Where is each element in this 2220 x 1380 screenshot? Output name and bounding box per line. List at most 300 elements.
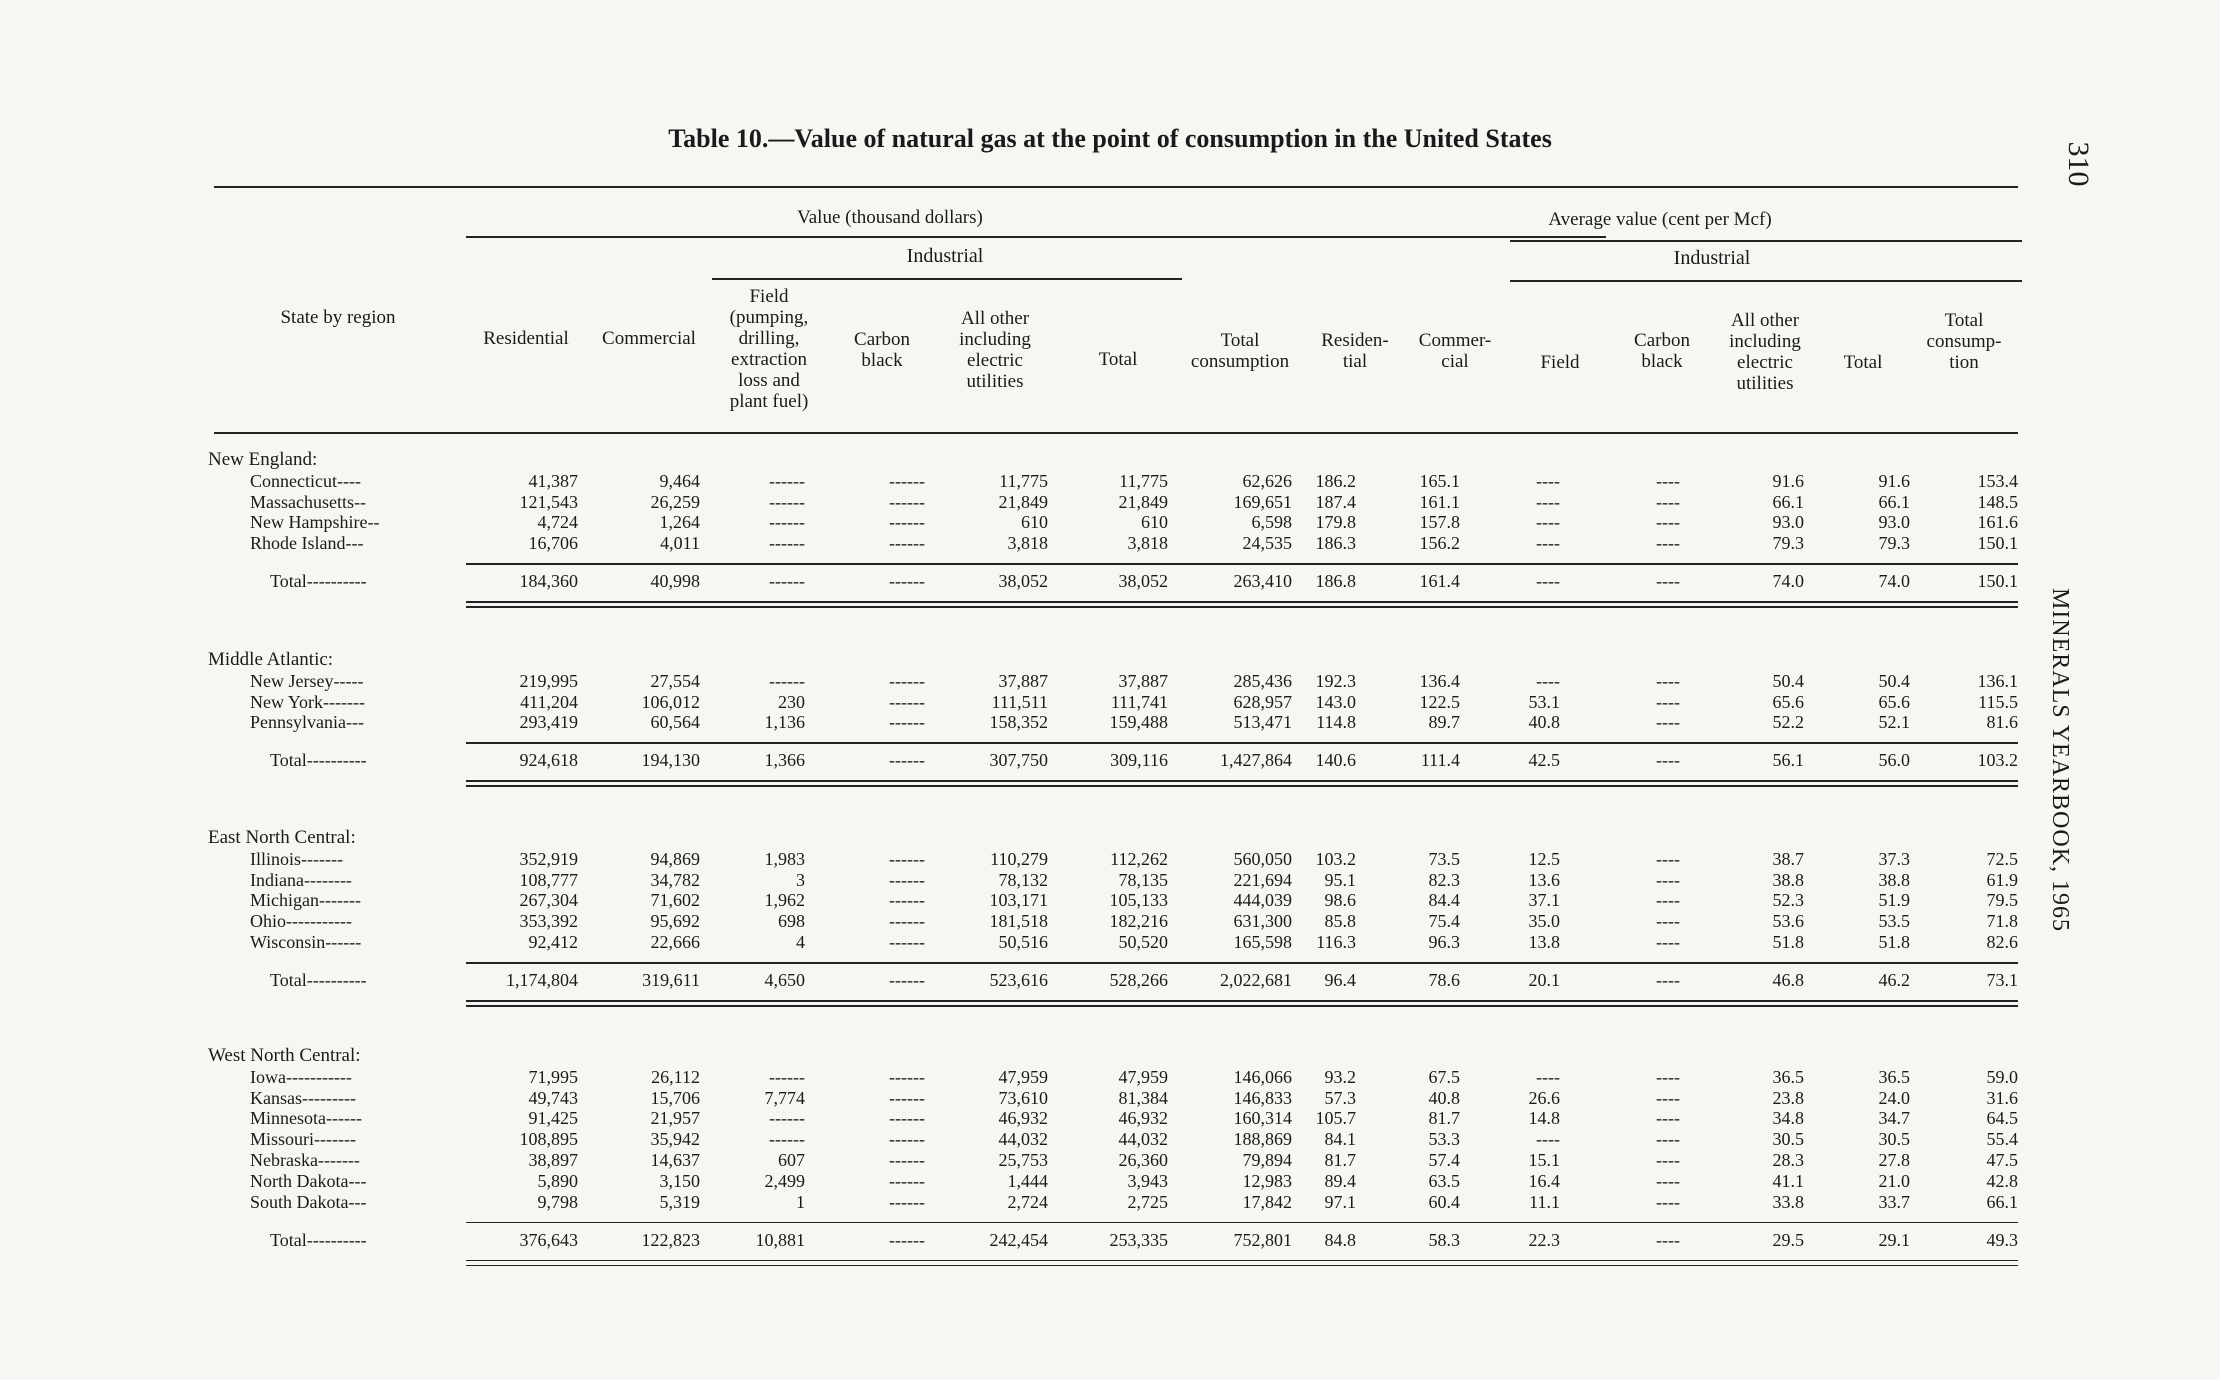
table-cell: 84.8	[1324, 1229, 1356, 1250]
table-cell: ----	[1656, 491, 1680, 512]
table-cell: 103.2	[1977, 750, 2018, 771]
header-carbon-black: Carbon black	[854, 329, 910, 371]
table-cell: ----	[1656, 1066, 1680, 1087]
table-cell: 22,666	[650, 932, 700, 952]
table-cell: ----	[1536, 533, 1560, 554]
table-cell: 37.3	[1878, 848, 1910, 869]
table-cell: 219,995	[519, 670, 578, 691]
table-cell: 41,387	[528, 470, 578, 491]
state-label: Michigan-------	[250, 890, 361, 911]
table-cell: ----	[1656, 1191, 1680, 1212]
table-cell: 22.3	[1528, 1229, 1560, 1250]
table-cell: 108,895	[519, 1129, 578, 1150]
table-cell: 34,782	[650, 869, 700, 890]
table-cell: 411,204	[520, 691, 578, 712]
table-cell: 116.3	[1316, 932, 1356, 952]
table-cell: ------	[889, 1150, 925, 1170]
table-cell: 307,750	[989, 750, 1048, 771]
table-cell: 51.8	[1878, 932, 1910, 952]
table-cell: 89.4	[1324, 1170, 1356, 1191]
table-cell: 27.8	[1878, 1150, 1910, 1170]
table-cell: 186.3	[1315, 533, 1356, 554]
table-cell: 4	[796, 932, 805, 952]
page-title: Table 10.—Value of natural gas at the point of consumption in the United States	[668, 124, 1552, 153]
table-cell: 1,174,804	[506, 970, 578, 990]
table-cell: ----	[1656, 1108, 1680, 1129]
double-rule	[466, 785, 2018, 787]
table-cell: 230	[778, 691, 805, 712]
table-cell: 60.4	[1428, 1191, 1460, 1212]
table-cell: 924,618	[519, 750, 578, 771]
table-cell: 31.6	[1986, 1087, 2018, 1108]
total-rule	[466, 563, 2018, 565]
table-cell: 81.6	[1986, 712, 2018, 733]
table-cell: ------	[889, 890, 925, 911]
table-cell: 49.3	[1986, 1229, 2018, 1250]
table-cell: 38,052	[998, 571, 1048, 592]
table-cell: 122,823	[641, 1229, 700, 1250]
table-cell: 91.6	[1772, 470, 1804, 491]
table-cell: 62,626	[1242, 470, 1292, 491]
table-cell: 73,610	[998, 1087, 1048, 1108]
table-cell: ----	[1656, 712, 1680, 733]
table-cell: 111.4	[1420, 750, 1460, 771]
table-cell: ------	[889, 691, 925, 712]
table-cell: 376,643	[519, 1229, 578, 1250]
table-cell: ------	[889, 512, 925, 533]
state-label: Rhode Island---	[250, 533, 364, 554]
table-cell: 111,511	[991, 691, 1048, 712]
table-cell: 84.1	[1324, 1129, 1356, 1150]
table-cell: 5,319	[659, 1191, 700, 1212]
table-cell: 628,957	[1233, 691, 1292, 712]
table-cell: 9,798	[537, 1191, 578, 1212]
region-label: East North Central:	[208, 827, 356, 848]
table-cell: ------	[769, 1066, 805, 1087]
double-rule	[466, 606, 2018, 608]
table-cell: 3,943	[1127, 1170, 1168, 1191]
state-label: Iowa-----------	[250, 1066, 352, 1087]
table-cell: 93.2	[1324, 1066, 1356, 1087]
table-cell: 96.4	[1324, 970, 1356, 990]
state-label: Minnesota------	[250, 1108, 362, 1129]
table-cell: 47,959	[1118, 1066, 1168, 1087]
table-cell: ----	[1656, 670, 1680, 691]
table-cell: ------	[769, 512, 805, 533]
table-cell: 3,818	[1127, 533, 1168, 554]
table-cell: 136.4	[1419, 670, 1460, 691]
table-cell: 33.8	[1772, 1191, 1804, 1212]
table-cell: 79.3	[1878, 533, 1910, 554]
table-cell: 161.6	[1977, 512, 2018, 533]
table-cell: 121,543	[519, 491, 578, 512]
table-cell: 26,360	[1118, 1150, 1168, 1170]
table-cell: ----	[1656, 1150, 1680, 1170]
table-cell: 40.8	[1528, 712, 1560, 733]
table-cell: 153.4	[1977, 470, 2018, 491]
table-cell: 30.5	[1878, 1129, 1910, 1150]
table-cell: 523,616	[989, 970, 1048, 990]
table-cell: 47,959	[998, 1066, 1048, 1087]
table-cell: 46,932	[1118, 1108, 1168, 1129]
table-cell: 57.4	[1428, 1150, 1460, 1170]
table-cell: 66.1	[1878, 491, 1910, 512]
table-cell: 156.2	[1419, 533, 1460, 554]
table-cell: 50,520	[1118, 932, 1168, 952]
table-cell: 73.5	[1428, 848, 1460, 869]
table-cell: 67.5	[1428, 1066, 1460, 1087]
table-cell: 52.3	[1772, 890, 1804, 911]
table-cell: 55.4	[1986, 1129, 2018, 1150]
header-total-consumption: Total consumption	[1190, 330, 1290, 372]
table-cell: 46,932	[998, 1108, 1048, 1129]
state-label: New York-------	[250, 691, 365, 712]
total-rule	[466, 1222, 2018, 1224]
table-cell: 11,775	[999, 470, 1048, 491]
table-cell: 20.1	[1528, 970, 1560, 990]
table-cell: 10,881	[755, 1229, 805, 1250]
table-cell: 115.5	[1978, 691, 2018, 712]
table-cell: 161.4	[1419, 571, 1460, 592]
header-total: Total	[1098, 349, 1138, 370]
header-avg-commercial: Commer- cial	[1418, 330, 1492, 372]
table-cell: 24,535	[1242, 533, 1292, 554]
table-cell: ------	[889, 533, 925, 554]
table-cell: 73.1	[1986, 970, 2018, 990]
table-cell: ------	[889, 670, 925, 691]
table-cell: 1,136	[764, 712, 805, 733]
state-label: Kansas---------	[250, 1087, 356, 1108]
table-cell: 4,011	[660, 533, 700, 554]
table-cell: 242,454	[989, 1229, 1048, 1250]
table-cell: 65.6	[1772, 691, 1804, 712]
table-cell: 38.8	[1772, 869, 1804, 890]
table-cell: 26,112	[651, 1066, 700, 1087]
table-cell: 319,611	[642, 970, 700, 990]
table-cell: ----	[1536, 1129, 1560, 1150]
table-cell: 108,777	[519, 869, 578, 890]
table-cell: 169,651	[1233, 491, 1292, 512]
table-cell: 267,304	[519, 890, 578, 911]
table-cell: 136.1	[1977, 670, 2018, 691]
table-cell: 97.1	[1324, 1191, 1356, 1212]
table-cell: 1,444	[1007, 1170, 1048, 1191]
table-cell: ----	[1656, 1170, 1680, 1191]
table-cell: ------	[889, 932, 925, 952]
table-cell: 181,518	[989, 911, 1048, 932]
table-cell: 42.8	[1986, 1170, 2018, 1191]
state-label: Missouri-------	[250, 1129, 356, 1150]
table-cell: ----	[1656, 848, 1680, 869]
table-cell: 263,410	[1233, 571, 1292, 592]
table-cell: ----	[1656, 869, 1680, 890]
table-cell: ----	[1656, 970, 1680, 990]
table-cell: 105,133	[1109, 890, 1168, 911]
table-cell: ------	[889, 1191, 925, 1212]
table-cell: 221,694	[1233, 869, 1292, 890]
total-label: Total----------	[270, 750, 367, 771]
table-cell: 12,983	[1242, 1170, 1292, 1191]
table-cell: ------	[769, 571, 805, 592]
header-residential: Residential	[483, 328, 569, 349]
state-label: New Hampshire--	[250, 512, 380, 533]
table-cell: 140.6	[1315, 750, 1356, 771]
table-cell: 51.8	[1772, 932, 1804, 952]
table-cell: 51.9	[1878, 890, 1910, 911]
total-rule	[466, 742, 2018, 744]
table-cell: 631,300	[1233, 911, 1292, 932]
table-cell: ----	[1656, 1229, 1680, 1250]
table-cell: 122.5	[1419, 691, 1460, 712]
table-cell: ------	[769, 670, 805, 691]
table-cell: 63.5	[1428, 1170, 1460, 1191]
table-cell: 52.2	[1772, 712, 1804, 733]
table-cell: 285,436	[1233, 670, 1292, 691]
table-cell: 293,419	[519, 712, 578, 733]
table-cell: ------	[889, 750, 925, 771]
table-cell: 2,725	[1127, 1191, 1168, 1212]
total-label: Total----------	[270, 571, 367, 592]
table-cell: 528,266	[1109, 970, 1168, 990]
table-cell: 16.4	[1528, 1170, 1560, 1191]
table-cell: 78,135	[1118, 869, 1168, 890]
table-cell: 4,724	[537, 512, 578, 533]
table-cell: 33.7	[1878, 1191, 1910, 1212]
table-cell: 2,022,681	[1220, 970, 1292, 990]
state-label: Illinois-------	[250, 848, 343, 869]
table-cell: 165.1	[1419, 470, 1460, 491]
table-cell: 91.6	[1878, 470, 1910, 491]
table-cell: ------	[889, 1170, 925, 1191]
table-cell: 560,050	[1233, 848, 1292, 869]
table-cell: 26.6	[1528, 1087, 1560, 1108]
table-cell: 38.7	[1772, 848, 1804, 869]
table-cell: 607	[778, 1150, 805, 1170]
table-cell: 34.7	[1878, 1108, 1910, 1129]
table-cell: 103.2	[1315, 848, 1356, 869]
table-cell: 17,842	[1242, 1191, 1292, 1212]
table-cell: 1	[796, 1191, 805, 1212]
header-stub: State by region	[280, 307, 396, 328]
table-cell: 37,887	[1118, 670, 1168, 691]
table-cell: 21,849	[998, 491, 1048, 512]
table-cell: 53.3	[1428, 1129, 1460, 1150]
header-avg-group: Average value (cent per Mcf)	[1548, 209, 1772, 230]
table-cell: 111,741	[1110, 691, 1168, 712]
table-cell: 81,384	[1118, 1087, 1168, 1108]
table-cell: 53.6	[1772, 911, 1804, 932]
table-cell: 24.0	[1878, 1087, 1910, 1108]
table-cell: 40,998	[650, 571, 700, 592]
table-cell: 84.4	[1428, 890, 1460, 911]
table-cell: 44,032	[998, 1129, 1048, 1150]
table-cell: 59.0	[1986, 1066, 2018, 1087]
table-cell: 95.1	[1324, 869, 1356, 890]
table-cell: ----	[1536, 470, 1560, 491]
table-cell: 161.1	[1419, 491, 1460, 512]
state-label: Massachusetts--	[250, 491, 366, 512]
table-cell: 61.9	[1986, 869, 2018, 890]
table-cell: 81.7	[1324, 1150, 1356, 1170]
table-cell: ------	[769, 491, 805, 512]
table-cell: ------	[889, 1066, 925, 1087]
table-cell: 253,335	[1109, 1229, 1168, 1250]
table-cell: 93.0	[1878, 512, 1910, 533]
table-cell: 106,012	[641, 691, 700, 712]
table-cell: 188,869	[1233, 1129, 1292, 1150]
header-all-other: All other including electric utilities	[959, 308, 1031, 392]
table-cell: 160,314	[1233, 1108, 1292, 1129]
table-cell: 150.1	[1977, 571, 2018, 592]
table-cell: ----	[1656, 932, 1680, 952]
table-cell: 15,706	[650, 1087, 700, 1108]
double-rule	[466, 1265, 2018, 1267]
table-cell: ------	[769, 470, 805, 491]
table-cell: 38,897	[528, 1150, 578, 1170]
state-label: Nebraska-------	[250, 1150, 360, 1170]
table-cell: 29.5	[1772, 1229, 1804, 1250]
table-cell: ------	[889, 848, 925, 869]
table-cell: 150.1	[1977, 533, 2018, 554]
table-cell: 15.1	[1528, 1150, 1560, 1170]
table-cell: 186.8	[1315, 571, 1356, 592]
table-cell: ------	[769, 1129, 805, 1150]
table-cell: 698	[778, 911, 805, 932]
table-cell: ----	[1656, 890, 1680, 911]
table-cell: 165,598	[1233, 932, 1292, 952]
table-cell: 96.3	[1428, 932, 1460, 952]
table-cell: 23.8	[1772, 1087, 1804, 1108]
table-cell: 46.2	[1878, 970, 1910, 990]
table-cell: 14.8	[1528, 1108, 1560, 1129]
region-label: Middle Atlantic:	[208, 649, 334, 670]
table-cell: 36.5	[1878, 1066, 1910, 1087]
table-cell: 46.8	[1772, 970, 1804, 990]
table-cell: 42.5	[1528, 750, 1560, 771]
table-cell: 40.8	[1428, 1087, 1460, 1108]
table-cell: 79.3	[1772, 533, 1804, 554]
table-cell: 3,150	[659, 1170, 700, 1191]
table-cell: 75.4	[1428, 911, 1460, 932]
table-cell: 82.6	[1986, 932, 2018, 952]
table-cell: 47.5	[1986, 1150, 2018, 1170]
running-head: MINERALS YEARBOOK, 1965	[2047, 587, 2073, 933]
table-cell: 37.1	[1528, 890, 1560, 911]
table-cell: 444,039	[1233, 890, 1292, 911]
table-cell: 56.0	[1878, 750, 1910, 771]
table-cell: 36.5	[1772, 1066, 1804, 1087]
table-cell: 66.1	[1772, 491, 1804, 512]
table-cell: 35,942	[650, 1129, 700, 1150]
table-cell: 74.0	[1772, 571, 1804, 592]
table-cell: 103,171	[989, 890, 1048, 911]
table-cell: ------	[889, 470, 925, 491]
table-cell: ------	[889, 491, 925, 512]
table-cell: ------	[889, 970, 925, 990]
header-industrial-1: Industrial	[906, 245, 984, 267]
table-cell: 50.4	[1772, 670, 1804, 691]
table-cell: 26,259	[650, 491, 700, 512]
header-avg-carbon-black: Carbon black	[1634, 330, 1690, 372]
table-cell: 1,264	[659, 512, 700, 533]
table-cell: ----	[1536, 512, 1560, 533]
table-cell: 1,366	[764, 750, 805, 771]
table-cell: 752,801	[1233, 1229, 1292, 1250]
table-cell: ------	[889, 1229, 925, 1250]
table-cell: 13.8	[1528, 932, 1560, 952]
table-cell: 105.7	[1315, 1108, 1356, 1129]
table-cell: 610	[1021, 512, 1048, 533]
table-cell: 182,216	[1109, 911, 1168, 932]
header-avg-total: Total	[1843, 352, 1883, 373]
table-cell: 25,753	[998, 1150, 1048, 1170]
table-cell: 114.8	[1316, 712, 1356, 733]
state-label: Ohio-----------	[250, 911, 352, 932]
table-cell: 98.6	[1324, 890, 1356, 911]
table-cell: 66.1	[1986, 1191, 2018, 1212]
region-label: New England:	[208, 449, 318, 470]
table-cell: 81.7	[1428, 1108, 1460, 1129]
table-cell: 94,869	[650, 848, 700, 869]
state-label: Wisconsin------	[250, 932, 362, 952]
table-cell: 112,262	[1110, 848, 1168, 869]
table-cell: 7,774	[764, 1087, 805, 1108]
table-cell: ----	[1656, 1087, 1680, 1108]
table-cell: 27,554	[650, 670, 700, 691]
table-cell: ----	[1656, 1129, 1680, 1150]
table-cell: 57.3	[1324, 1087, 1356, 1108]
state-label: Indiana--------	[250, 869, 352, 890]
table-cell: 21.0	[1878, 1170, 1910, 1191]
table-cell: 4,650	[764, 970, 805, 990]
table-cell: 79.5	[1986, 890, 2018, 911]
table-cell: 3,818	[1007, 533, 1048, 554]
table-cell: 352,919	[519, 848, 578, 869]
header-industrial-2: Industrial	[1673, 247, 1751, 269]
table-cell: 85.8	[1324, 911, 1356, 932]
table-cell: 158,352	[989, 712, 1048, 733]
table-cell: 52.1	[1878, 712, 1910, 733]
double-rule	[466, 601, 2018, 603]
table-cell: 41.1	[1772, 1170, 1804, 1191]
table-cell: 3	[796, 869, 805, 890]
table-cell: 38.8	[1878, 869, 1910, 890]
table-cell: 146,066	[1233, 1066, 1292, 1087]
table-cell: 91,425	[528, 1108, 578, 1129]
table-cell: 1,427,864	[1220, 750, 1292, 771]
table-cell: 513,471	[1233, 712, 1292, 733]
table-cell: 2,724	[1007, 1191, 1048, 1212]
table-cell: ----	[1656, 512, 1680, 533]
table-cell: 110,279	[990, 848, 1048, 869]
table-cell: 72.5	[1986, 848, 2018, 869]
table-cell: 50,516	[998, 932, 1048, 952]
table-cell: ------	[889, 712, 925, 733]
table-cell: 184,360	[519, 571, 578, 592]
table-cell: ----	[1536, 670, 1560, 691]
table-cell: ------	[769, 533, 805, 554]
table-cell: ----	[1656, 470, 1680, 491]
table-cell: 56.1	[1772, 750, 1804, 771]
table-cell: 610	[1141, 512, 1168, 533]
table-cell: 78,132	[998, 869, 1048, 890]
table-cell: 93.0	[1772, 512, 1804, 533]
state-label: South Dakota---	[250, 1191, 367, 1212]
state-label: Pennsylvania---	[250, 712, 364, 733]
table-cell: 11.1	[1529, 1191, 1560, 1212]
table-cell: 16,706	[528, 533, 578, 554]
table-cell: 82.3	[1428, 869, 1460, 890]
